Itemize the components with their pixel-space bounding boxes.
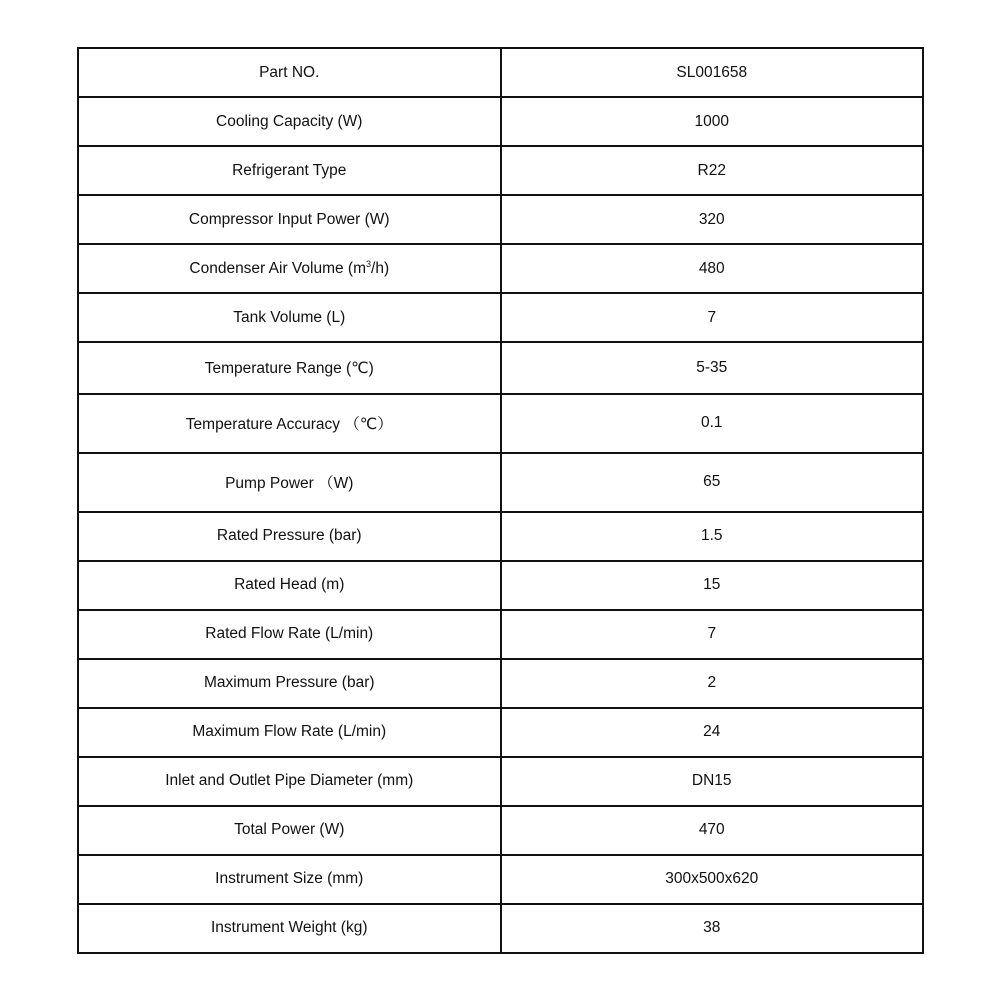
table-row-cooling-capacity xyxy=(78,97,923,146)
maximum-pressure-value: 2 xyxy=(501,659,924,708)
table-row-tank-volume xyxy=(78,293,923,342)
rated-pressure-value: 1.5 xyxy=(501,512,924,561)
total-power-value: 470 xyxy=(501,806,924,855)
part-no-value: SL001658 xyxy=(501,48,924,97)
compressor-input-power-value: 320 xyxy=(501,195,924,244)
instrument-weight-value: 38 xyxy=(501,904,924,953)
cooling-capacity-label: Cooling Capacity (W) xyxy=(78,97,501,146)
table-row-temperature-range xyxy=(78,342,923,394)
table-row-rated-pressure xyxy=(78,512,923,561)
rated-head-label: Rated Head (m) xyxy=(78,561,501,610)
table-row-maximum-flow-rate xyxy=(78,708,923,757)
table-row-rated-flow-rate xyxy=(78,610,923,659)
table-row-rated-head xyxy=(78,561,923,610)
rated-head-value: 15 xyxy=(501,561,924,610)
pump-power-label: Pump Power （W) xyxy=(78,453,501,512)
temperature-range-value: 5-35 xyxy=(501,342,924,394)
refrigerant-type-value: R22 xyxy=(501,146,924,195)
table-row-pipe-diameter xyxy=(78,757,923,806)
maximum-flow-rate-label: Maximum Flow Rate (L/min) xyxy=(78,708,501,757)
rated-pressure-label: Rated Pressure (bar) xyxy=(78,512,501,561)
table-row-instrument-weight xyxy=(78,904,923,953)
rated-flow-rate-value: 7 xyxy=(501,610,924,659)
tank-volume-value: 7 xyxy=(501,293,924,342)
condenser-air-volume-label-text: Condenser Air Volume (m xyxy=(189,259,366,277)
condenser-air-volume-value: 480 xyxy=(501,244,924,293)
temperature-range-label: Temperature Range (℃) xyxy=(78,342,501,394)
table-row-instrument-size xyxy=(78,855,923,904)
refrigerant-type-label: Refrigerant Type xyxy=(78,146,501,195)
spec-table-body xyxy=(78,48,923,953)
table-row-maximum-pressure xyxy=(78,659,923,708)
instrument-size-label: Instrument Size (mm) xyxy=(78,855,501,904)
condenser-air-volume-label-superscript: 3 xyxy=(366,258,372,269)
spec-table xyxy=(77,47,924,954)
compressor-input-power-label: Compressor Input Power (W) xyxy=(78,195,501,244)
pump-power-value: 65 xyxy=(501,453,924,512)
condenser-air-volume-label-unit: /h) xyxy=(371,259,390,277)
table-row-total-power xyxy=(78,806,923,855)
pipe-diameter-label: Inlet and Outlet Pipe Diameter (mm) xyxy=(78,757,501,806)
instrument-size-value: 300x500x620 xyxy=(501,855,924,904)
cooling-capacity-value: 1000 xyxy=(501,97,924,146)
table-row-pump-power xyxy=(78,453,923,512)
instrument-weight-label: Instrument Weight (kg) xyxy=(78,904,501,953)
rated-flow-rate-label: Rated Flow Rate (L/min) xyxy=(78,610,501,659)
maximum-pressure-label: Maximum Pressure (bar) xyxy=(78,659,501,708)
maximum-flow-rate-value: 24 xyxy=(501,708,924,757)
table-row-temperature-accuracy xyxy=(78,394,923,453)
pipe-diameter-value: DN15 xyxy=(501,757,924,806)
part-no-label: Part NO. xyxy=(78,48,501,97)
table-row-condenser-air-volume xyxy=(78,244,923,293)
tank-volume-label: Tank Volume (L) xyxy=(78,293,501,342)
table-row-compressor-input-power xyxy=(78,195,923,244)
total-power-label: Total Power (W) xyxy=(78,806,501,855)
table-row-refrigerant-type xyxy=(78,146,923,195)
temperature-accuracy-label: Temperature Accuracy （℃） xyxy=(78,394,501,453)
condenser-air-volume-label xyxy=(78,244,501,293)
temperature-accuracy-value: 0.1 xyxy=(501,394,924,453)
table-row-part-no xyxy=(78,48,923,97)
